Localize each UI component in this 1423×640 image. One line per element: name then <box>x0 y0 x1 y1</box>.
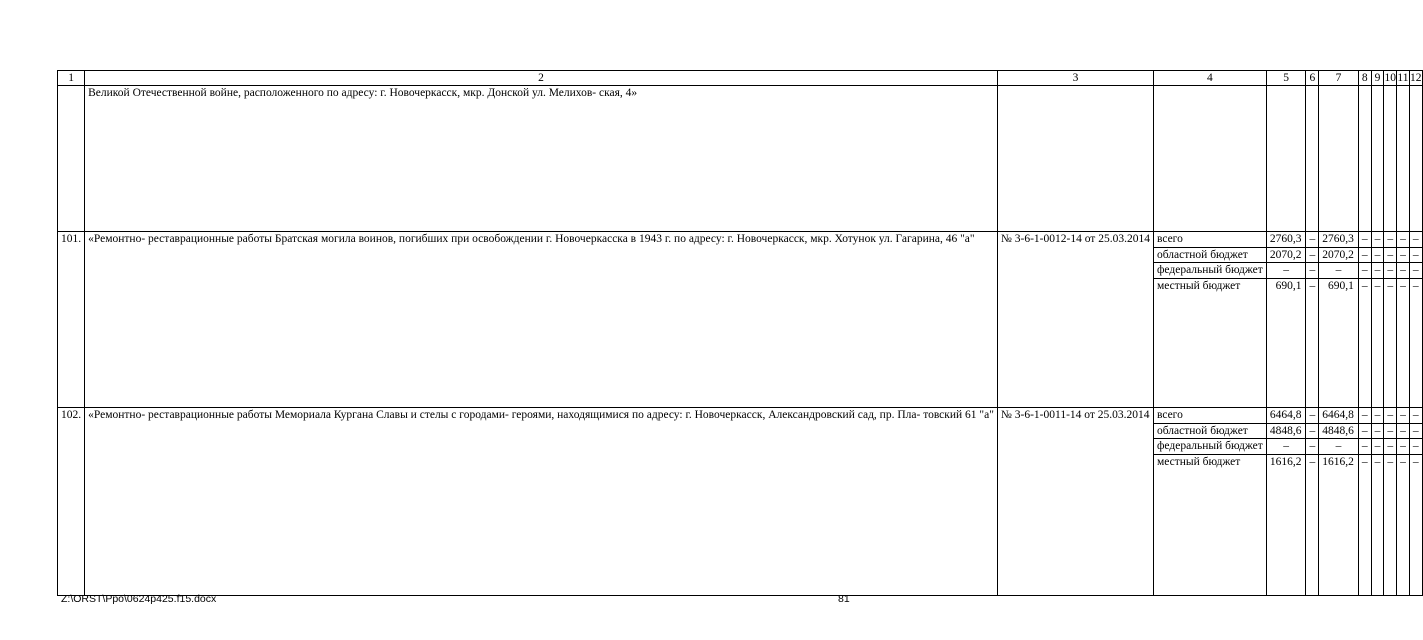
amount-value: – <box>1397 408 1409 424</box>
amount-value: – <box>1361 279 1368 292</box>
col-header: 8 <box>1358 71 1371 86</box>
amount-value: – <box>1372 408 1384 424</box>
approval-document: № 3-6-1-0011-14 от 25.03.2014 <box>997 408 1153 596</box>
amount-value: – <box>1306 248 1318 264</box>
funding-source: всего <box>1154 232 1266 248</box>
amount-cell <box>1409 408 1422 596</box>
amount-value: – <box>1309 279 1316 292</box>
amount-value: – <box>1359 232 1371 248</box>
amount-value: – <box>1306 232 1318 248</box>
amount-value: – <box>1319 439 1358 455</box>
funding-source-cell <box>1153 408 1266 596</box>
amount-value: – <box>1267 439 1306 455</box>
amount-cell <box>1319 232 1359 408</box>
object-name: «Ремонтно- реставрационные работы Мемориала Кургана Славы и стелы с городами- героями, находящимися по адресу: г. Новочеркасск, Александровский сад, пр. Пла- товский 61 "а" <box>85 408 998 596</box>
col-header: 5 <box>1266 71 1306 86</box>
amount-cell <box>1319 408 1359 596</box>
amount-cell <box>1409 232 1422 408</box>
amount-cell <box>1371 232 1384 408</box>
amount-value: – <box>1306 424 1318 440</box>
amount-value: – <box>1372 232 1384 248</box>
amount-value: – <box>1384 408 1396 424</box>
amount-cell <box>1397 408 1410 596</box>
col-header: 1 <box>58 71 85 86</box>
amount-value: 2070,2 <box>1319 248 1358 264</box>
amount-value: – <box>1410 439 1422 455</box>
funding-source: местный бюджет <box>1156 455 1241 468</box>
amount-value: – <box>1397 232 1409 248</box>
funding-source: местный бюджет <box>1156 279 1241 292</box>
amount-value: – <box>1384 232 1396 248</box>
amount-value: – <box>1309 455 1316 468</box>
col-header: 7 <box>1319 71 1359 86</box>
col-header: 12 <box>1409 72 1422 84</box>
col-header: 2 <box>85 71 998 86</box>
amount-value: – <box>1410 424 1422 440</box>
amount-value: – <box>1306 263 1318 279</box>
continuation-row <box>58 86 1423 232</box>
amount-cell <box>1266 408 1306 596</box>
amount-cell <box>1266 232 1306 408</box>
row-number: 101. <box>58 232 85 408</box>
funding-source: всего <box>1154 408 1266 424</box>
object-name: «Ремонтно- реставрационные работы Братская могила воинов, погибших при освобождении г. Новочеркасска в 1943 г. по адресу: г. Новочеркасск, мкр. Хотунок ул. Гагарина, 46 "а" <box>85 232 998 408</box>
amount-value: – <box>1397 424 1409 440</box>
amount-value: – <box>1410 232 1422 248</box>
amount-value: – <box>1359 263 1371 279</box>
funding-source: областной бюджет <box>1154 248 1266 264</box>
amount-value: 1616,2 <box>1322 455 1354 468</box>
amount-value: – <box>1374 455 1381 468</box>
amount-value: 6464,8 <box>1267 408 1306 424</box>
amount-value: – <box>1306 439 1318 455</box>
col-header: 4 <box>1153 71 1266 86</box>
amount-value: – <box>1372 248 1384 264</box>
amount-value: – <box>1372 263 1384 279</box>
amount-value: – <box>1384 248 1396 264</box>
amount-value: 2760,3 <box>1267 232 1306 248</box>
amount-value: – <box>1397 248 1409 264</box>
amount-cell <box>1358 232 1371 408</box>
table-row <box>58 408 1423 596</box>
amount-value: 690,1 <box>1327 279 1354 292</box>
amount-value: – <box>1384 263 1396 279</box>
amount-value: – <box>1412 279 1419 292</box>
amount-value: – <box>1374 279 1381 292</box>
amount-cell <box>1384 408 1397 596</box>
col-header: 11 <box>1397 72 1409 84</box>
col-header: 6 <box>1306 71 1319 86</box>
amount-value: – <box>1359 439 1371 455</box>
col-header: 9 <box>1371 71 1384 86</box>
amount-value: – <box>1384 424 1396 440</box>
amount-value: – <box>1410 248 1422 264</box>
amount-value: – <box>1387 455 1394 468</box>
col-header: 10 <box>1384 72 1396 84</box>
amount-value: – <box>1400 279 1406 292</box>
funding-source: федеральный бюджет <box>1154 263 1266 279</box>
amount-value: – <box>1359 408 1371 424</box>
amount-value: – <box>1410 408 1422 424</box>
amount-value: 2760,3 <box>1319 232 1358 248</box>
object-name-continued: Великой Отечественной войне, расположенного по адресу: г. Новочеркасск, мкр. Донской ул. Мелихов- ская, 4» <box>85 86 998 232</box>
amount-value: 6464,8 <box>1319 408 1358 424</box>
footer-file-path: Z:\ORST\Ppo\0624p425.f15.docx <box>61 593 217 605</box>
amount-value: – <box>1400 455 1406 468</box>
amount-value: – <box>1267 263 1306 279</box>
amount-cell <box>1358 408 1371 596</box>
amount-cell <box>1384 232 1397 408</box>
amount-value: – <box>1372 424 1384 440</box>
amount-value: – <box>1319 263 1358 279</box>
footer-page-number: 81 <box>838 593 850 605</box>
funding-source-cell <box>1153 232 1266 408</box>
amount-value: – <box>1359 248 1371 264</box>
amount-cell <box>1306 408 1319 596</box>
amount-value: – <box>1397 263 1409 279</box>
row-number: 102. <box>58 408 85 596</box>
col-header: 3 <box>997 71 1153 86</box>
amount-value: – <box>1384 439 1396 455</box>
amount-value: – <box>1361 455 1368 468</box>
amount-value: – <box>1372 439 1384 455</box>
amount-value: 2070,2 <box>1267 248 1306 264</box>
table-row <box>58 232 1423 408</box>
amount-value: – <box>1397 439 1409 455</box>
amount-value: – <box>1387 279 1394 292</box>
amount-value: – <box>1359 424 1371 440</box>
amount-value: – <box>1412 455 1419 468</box>
object-rows <box>58 232 1423 596</box>
budget-table <box>57 70 1423 596</box>
amount-cell <box>1397 232 1410 408</box>
funding-source: федеральный бюджет <box>1154 439 1266 455</box>
amount-cell <box>1306 232 1319 408</box>
amount-value: 690,1 <box>1275 279 1302 292</box>
funding-source: областной бюджет <box>1154 424 1266 440</box>
amount-value: 4848,6 <box>1267 424 1306 440</box>
approval-document: № 3-6-1-0012-14 от 25.03.2014 <box>997 232 1153 408</box>
header-row <box>58 71 1423 86</box>
amount-value: 1616,2 <box>1269 455 1302 468</box>
amount-value: 4848,6 <box>1319 424 1358 440</box>
amount-cell <box>1371 408 1384 596</box>
amount-value: – <box>1306 408 1318 424</box>
amount-value: – <box>1410 263 1422 279</box>
